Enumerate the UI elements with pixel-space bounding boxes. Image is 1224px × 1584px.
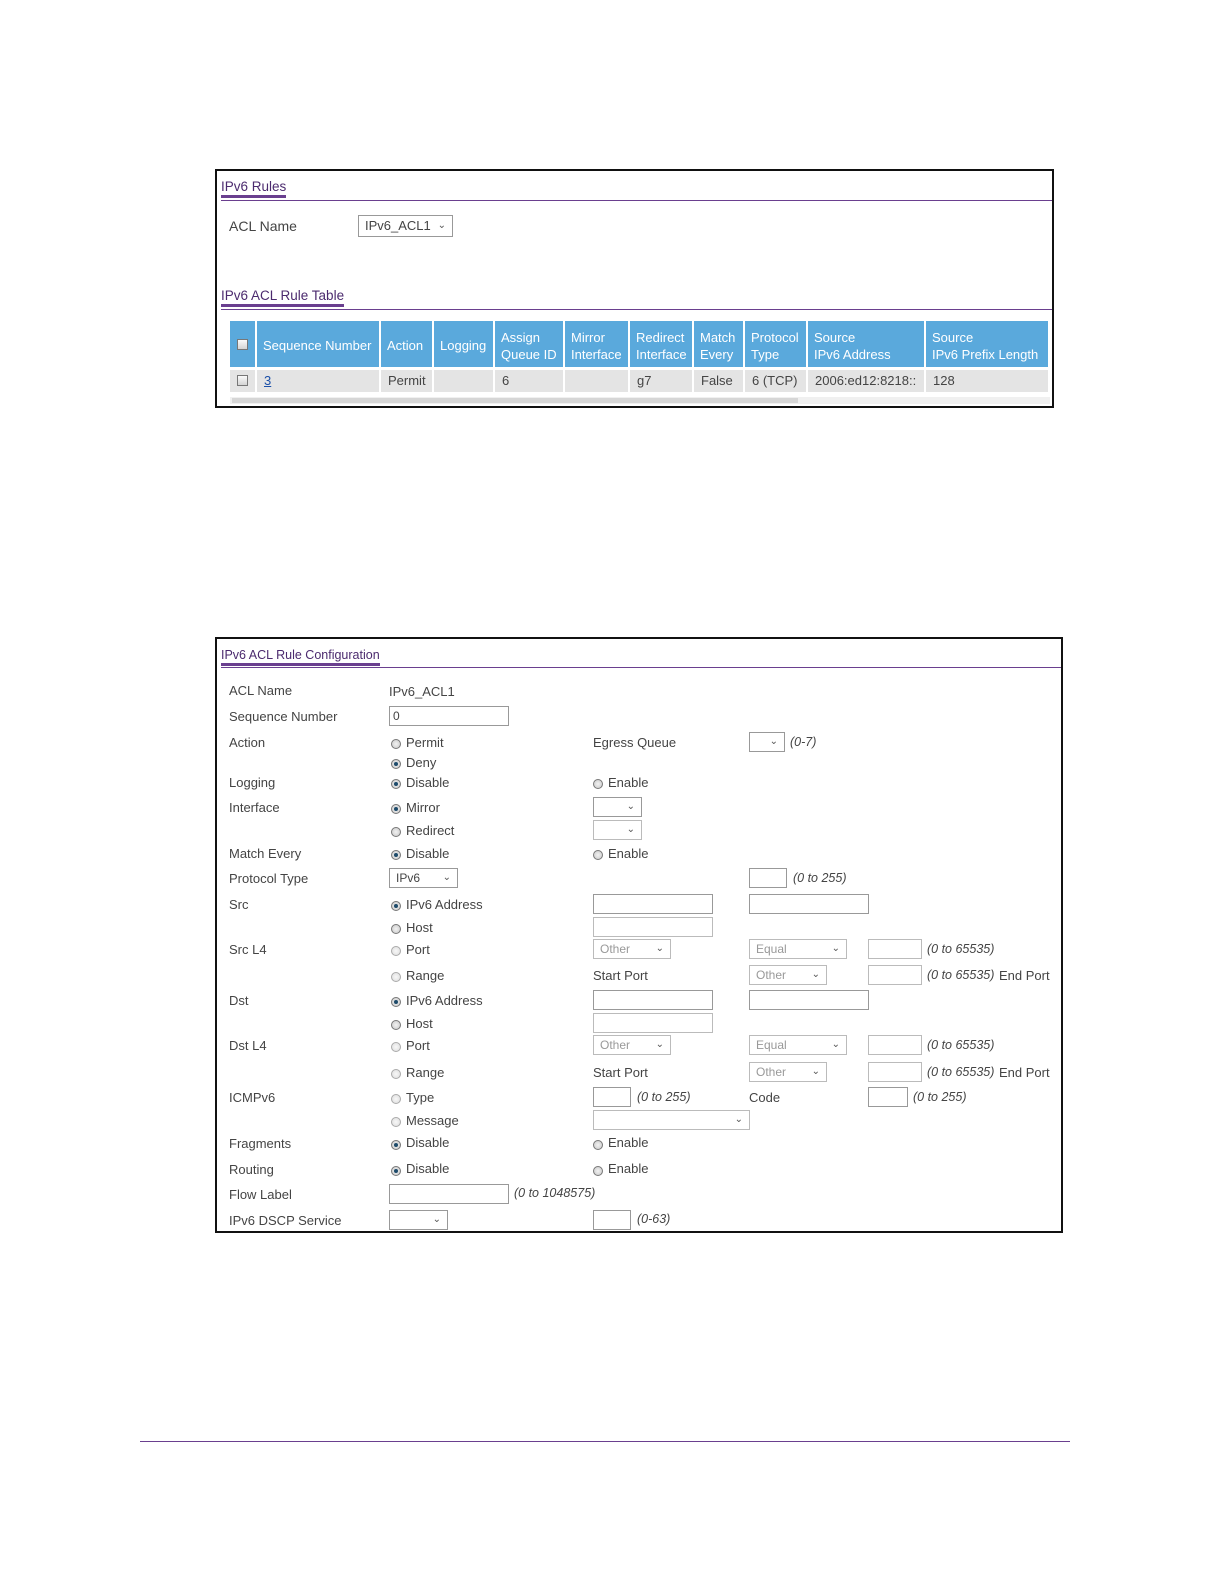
logging-disable-label: Disable — [406, 775, 450, 790]
match-every-disable-radio[interactable] — [391, 850, 401, 860]
action-cell: Permit — [381, 370, 434, 392]
routing-disable-radio[interactable] — [391, 1166, 401, 1176]
chevron-down-icon: ⌄ — [811, 1066, 820, 1077]
source-address-cell: 2006:ed12:8218:: — [808, 370, 926, 392]
action-deny-radio[interactable] — [391, 759, 401, 769]
header-sequence-number[interactable]: Sequence Number — [257, 321, 381, 367]
dst-l4-range-radio[interactable] — [391, 1069, 401, 1079]
dst-ipv6-prefix-input[interactable] — [749, 990, 869, 1010]
sequence-number-link[interactable]: 3 — [264, 373, 272, 388]
src-l4-label: Src L4 — [229, 942, 267, 957]
routing-disable-label: Disable — [406, 1161, 450, 1176]
redirect-interface-select[interactable] — [593, 820, 642, 840]
interface-mirror-radio[interactable] — [391, 804, 401, 814]
dst-end-port-label: End Port — [999, 1065, 1050, 1080]
permit-label: Permit — [406, 735, 444, 750]
dst-host-label: Host — [406, 1016, 433, 1031]
action-label: Action — [229, 735, 266, 750]
acl-name-label: ACL Name — [229, 218, 297, 234]
logging-enable-radio[interactable] — [593, 779, 603, 789]
chevron-down-icon: ⌄ — [655, 1039, 664, 1050]
fragments-enable-radio[interactable] — [593, 1140, 603, 1150]
dscp-value-input[interactable] — [593, 1210, 631, 1230]
src-port-label: Port — [406, 942, 430, 957]
src-start-port-hint: (0 to 65535) — [927, 968, 995, 982]
scrollbar-thumb[interactable] — [232, 398, 798, 403]
egress-queue-hint: (0-7) — [790, 735, 817, 749]
src-start-port-label: Start Port — [593, 968, 648, 983]
src-range-label: Range — [406, 968, 445, 983]
select-all-checkbox[interactable] — [237, 339, 248, 350]
mirror-cell — [565, 370, 630, 392]
match-every-cell: False — [694, 370, 745, 392]
match-every-enable-label: Enable — [608, 846, 649, 861]
ipv6-rules-panel — [215, 169, 1054, 408]
src-end-port-label: End Port — [999, 968, 1050, 983]
chevron-down-icon: ⌄ — [437, 220, 446, 231]
dst-port-hint: (0 to 65535) — [927, 1038, 995, 1052]
protocol-type-label: Protocol Type — [229, 871, 309, 886]
dst-port-label: Port — [406, 1038, 430, 1053]
src-ipv6-address-input[interactable] — [593, 894, 713, 914]
dst-port-operator-select[interactable]: Equal ⌄ — [749, 1035, 847, 1055]
chevron-down-icon: ⌄ — [769, 736, 778, 747]
chevron-down-icon: ⌄ — [831, 943, 840, 954]
dscp-service-label: IPv6 DSCP Service — [229, 1213, 342, 1228]
egress-queue-label: Egress Queue — [593, 735, 677, 750]
dst-ipv6-address-input[interactable] — [593, 990, 713, 1010]
icmp-message-label: Message — [406, 1113, 459, 1128]
icmpv6-label: ICMPv6 — [229, 1090, 276, 1105]
action-permit-radio[interactable] — [391, 739, 401, 749]
dst-l4-port-radio[interactable] — [391, 1042, 401, 1052]
src-host-radio[interactable] — [391, 924, 401, 934]
chevron-down-icon: ⌄ — [831, 1039, 840, 1050]
src-host-input[interactable] — [593, 917, 713, 937]
protocol-number-input[interactable] — [749, 868, 787, 888]
dst-ipv6-address-radio[interactable] — [391, 997, 401, 1007]
queue-cell: 6 — [495, 370, 565, 392]
src-l4-range-radio[interactable] — [391, 972, 401, 982]
header-assign-queue-id[interactable]: Assign Queue ID — [495, 321, 565, 367]
icmp-message-radio[interactable] — [391, 1117, 401, 1127]
fragments-disable-label: Disable — [406, 1135, 450, 1150]
flow-label-label: Flow Label — [229, 1187, 292, 1202]
row-select-cell — [230, 370, 257, 392]
icmp-code-label: Code — [749, 1090, 781, 1105]
dst-range-label: Range — [406, 1065, 445, 1080]
chevron-down-icon: ⌄ — [626, 801, 635, 812]
src-host-label: Host — [406, 920, 433, 935]
sequence-number-label: Sequence Number — [229, 709, 338, 724]
interface-redirect-radio[interactable] — [391, 827, 401, 837]
chevron-down-icon: ⌄ — [811, 969, 820, 980]
header-redirect-interface[interactable]: Redirect Interface — [630, 321, 694, 367]
icmp-type-radio[interactable] — [391, 1094, 401, 1104]
dst-ipv6-address-label: IPv6 Address — [406, 993, 483, 1008]
ipv6-rules-title: IPv6 Rules — [221, 179, 286, 198]
redirect-label: Redirect — [406, 823, 455, 838]
header-select-cell — [230, 321, 257, 367]
table-header — [230, 321, 1050, 367]
deny-label: Deny — [406, 755, 437, 770]
flow-label-input[interactable] — [389, 1184, 509, 1204]
dst-host-input[interactable] — [593, 1013, 713, 1033]
horizontal-scrollbar[interactable] — [230, 397, 1050, 404]
header-protocol-type[interactable]: Protocol Type — [745, 321, 808, 367]
dst-port-select[interactable]: Other ⌄ — [593, 1035, 671, 1055]
icmp-type-label: Type — [406, 1090, 435, 1105]
src-start-port-input[interactable] — [868, 965, 922, 985]
config-title: IPv6 ACL Rule Configuration — [221, 648, 380, 666]
header-source-ipv6-prefix-length[interactable]: Source IPv6 Prefix Length — [926, 321, 1050, 367]
icmp-type-hint: (0 to 255) — [637, 1090, 691, 1104]
source-prefix-cell: 128 — [926, 370, 1050, 392]
src-port-operator-select[interactable]: Equal ⌄ — [749, 939, 847, 959]
divider — [221, 667, 1061, 668]
dst-start-port-label: Start Port — [593, 1065, 648, 1080]
header-logging[interactable]: Logging — [434, 321, 495, 367]
egress-queue-select[interactable] — [749, 732, 785, 752]
table-row[interactable] — [230, 370, 1050, 392]
acl-name-select[interactable]: IPv6_ACL1 ⌄ — [358, 215, 453, 237]
acl-name-label: ACL Name — [229, 683, 293, 698]
src-ipv6-prefix-input[interactable] — [749, 894, 869, 914]
dst-start-port-hint: (0 to 65535) — [927, 1065, 995, 1079]
dst-port-input[interactable] — [868, 1035, 922, 1055]
divider — [221, 309, 1052, 310]
chevron-down-icon: ⌄ — [432, 1214, 441, 1225]
src-label: Src — [229, 897, 249, 912]
chevron-down-icon: ⌄ — [626, 824, 635, 835]
row-checkbox[interactable] — [237, 375, 248, 386]
fragments-label: Fragments — [229, 1136, 292, 1151]
src-ipv6-address-label: IPv6 Address — [406, 897, 483, 912]
footer-rule — [140, 1441, 1070, 1442]
chevron-down-icon: ⌄ — [442, 872, 451, 883]
mirror-interface-select[interactable] — [593, 797, 642, 817]
match-every-label: Match Every — [229, 846, 302, 861]
protocol-type-select[interactable]: IPv6 ⌄ — [389, 868, 458, 888]
logging-label: Logging — [229, 775, 276, 790]
routing-enable-label: Enable — [608, 1161, 649, 1176]
src-port-select[interactable]: Other ⌄ — [593, 939, 671, 959]
header-action[interactable]: Action — [381, 321, 434, 367]
dst-label: Dst — [229, 993, 249, 1008]
src-ipv6-address-radio[interactable] — [391, 901, 401, 911]
src-port-hint: (0 to 65535) — [927, 942, 995, 956]
protocol-hint: (0 to 255) — [793, 871, 847, 885]
fragments-disable-radio[interactable] — [391, 1140, 401, 1150]
match-every-enable-radio[interactable] — [593, 850, 603, 860]
redirect-cell: g7 — [630, 370, 694, 392]
header-mirror-interface[interactable]: Mirror Interface — [565, 321, 630, 367]
src-port-input[interactable] — [868, 939, 922, 959]
dst-l4-label: Dst L4 — [229, 1038, 267, 1053]
flow-label-hint: (0 to 1048575) — [514, 1186, 596, 1200]
routing-label: Routing — [229, 1162, 274, 1177]
dst-host-radio[interactable] — [391, 1020, 401, 1030]
protocol-cell: 6 (TCP) — [745, 370, 808, 392]
acl-name-value: IPv6_ACL1 — [389, 684, 455, 699]
header-match-every[interactable]: Match Every — [694, 321, 745, 367]
logging-cell — [434, 370, 495, 392]
dst-start-port-select[interactable]: Other ⌄ — [749, 1062, 827, 1082]
acl-rule-config-panel — [215, 637, 1063, 1233]
dscp-service-select[interactable] — [389, 1210, 448, 1230]
icmp-type-input[interactable] — [593, 1087, 631, 1107]
routing-enable-radio[interactable] — [593, 1166, 603, 1176]
divider — [221, 200, 1052, 201]
src-l4-port-radio[interactable] — [391, 946, 401, 956]
header-source-ipv6-address[interactable]: Source IPv6 Address — [808, 321, 926, 367]
sequence-link-cell — [257, 370, 381, 392]
match-every-disable-label: Disable — [406, 846, 450, 861]
fragments-enable-label: Enable — [608, 1135, 649, 1150]
dst-start-port-input[interactable] — [868, 1062, 922, 1082]
icmp-message-select[interactable] — [593, 1110, 750, 1130]
logging-enable-label: Enable — [608, 775, 649, 790]
mirror-label: Mirror — [406, 800, 440, 815]
sequence-number-input[interactable]: 0 — [389, 706, 509, 726]
src-start-port-select[interactable]: Other ⌄ — [749, 965, 827, 985]
acl-rule-table-title: IPv6 ACL Rule Table — [221, 288, 344, 307]
chevron-down-icon: ⌄ — [734, 1114, 743, 1125]
icmp-code-hint: (0 to 255) — [913, 1090, 967, 1104]
chevron-down-icon: ⌄ — [655, 943, 664, 954]
interface-label: Interface — [229, 800, 280, 815]
dscp-hint: (0-63) — [637, 1212, 671, 1226]
icmp-code-input[interactable] — [868, 1087, 908, 1107]
logging-disable-radio[interactable] — [391, 779, 401, 789]
